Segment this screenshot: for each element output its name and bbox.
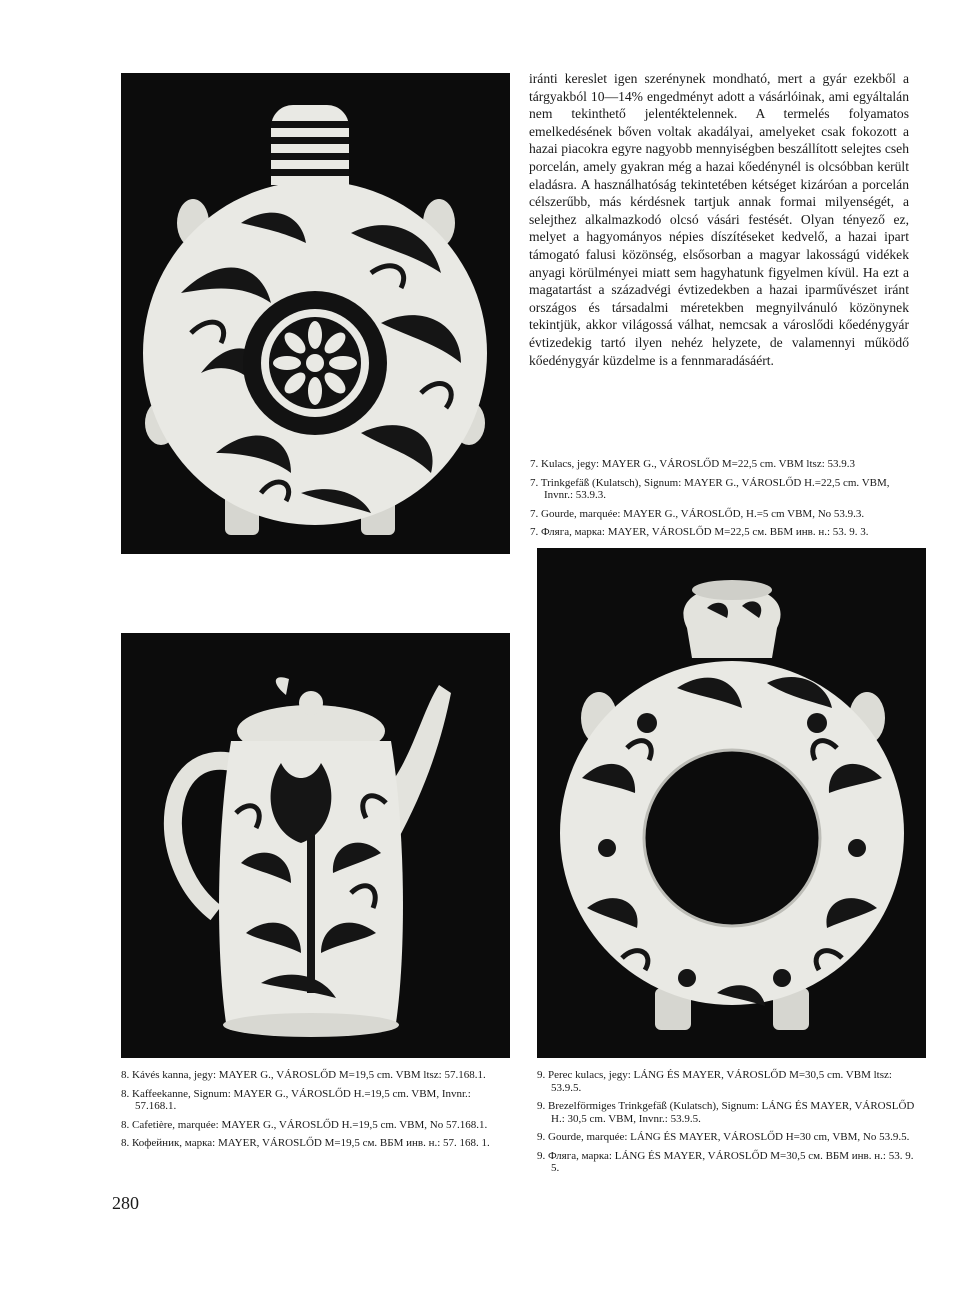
caption-russian: 9. Фляга, марка: LÁNG ÉS MAYER, VÁROSLŐD M=30,5 см. ВБМ инв. н.: 53. 9. 5. <box>537 1149 914 1174</box>
caption-hungarian: 7. Kulacs, jegy: MAYER G., VÁROSLŐD M=22,5 cm. VBM ltsz: 53.9.3 <box>530 458 856 470</box>
photo-flask-round <box>121 73 510 554</box>
figure-9-captions <box>537 1069 922 1181</box>
figure-8-captions <box>121 1069 506 1156</box>
caption-german: 7. Trinkgefäß (Kulatsch), Signum: MAYER G., VÁROSLŐD H.=22,5 cm. VBM, Invnr.: 53.9.3. <box>530 476 890 501</box>
caption-hungarian: 9. Perec kulacs, jegy: LÁNG ÉS MAYER, VÁROSLŐD M=30,5 cm. VBM ltsz: 53.9.5. <box>537 1069 892 1094</box>
photo-coffee-pot <box>121 633 510 1058</box>
caption-russian: 8. Кофейник, марка: MAYER, VÁROSLŐD M=19,5 см. ВБМ инв. н.: 57. 168. 1. <box>121 1137 490 1149</box>
caption-hungarian: 8. Kávés kanna, jegy: MAYER G., VÁROSLŐD M=19,5 cm. VBM ltsz: 57.168.1. <box>121 1069 486 1081</box>
page-number: 280 <box>112 1193 139 1213</box>
caption-french: 8. Cafetière, marquée: MAYER G., VÁROSLŐD H.=19,5 cm. VBM, No 57.168.1. <box>121 1118 488 1131</box>
figure-7-captions <box>530 458 910 545</box>
caption-french: 9. Gourde, marquée: LÁNG ÉS MAYER, VÁROSLŐD H=30 cm, VBM, No 53.9.5. <box>537 1131 910 1143</box>
body-text: iránti kereslet igen szerénynek mondható, mert a gyár ezekből a tárgyakból 10—14% engedményt adott a vásárlóinak, ami egyáltalán nem tekinthető jelentéktelennek. A termelés folyamatos emelkedésének bőven voltak akadályai, amelyeket csak fokozott a hazai piacokra egyre nagyobb mennyiségben beszállított selejtes cseh porcelán, amely gyakran még a hazai kőedénynél is olcsóbban került eladásra. A használhatóság tekintetében kétséget kizáróan a porcelán célszerűbb, más kérdésnek tartjuk annak formai milyenségét, a selejthez alkalmazkodó olcsó vásári festését. Olyan tényező ez, melyet a hagyományos népies díszítéseket kedvelő, a hazai ipart támogató falusi közönség, elsősorban a magyar lakosságú vidékek anyagi körülményei miatt sem hagyhatunk figyelmen kívül. Ha ezt a magatartást a századvégi évtizedekben a hazai iparművészet iránt országos és társadalmi méretekben megnyilvánuló közönynek tekintjük, akkor világossá válhat, nemcsak a városlődi kőedénygyár évtizedekig tartó ilyen nehéz helyzete, de valamennyi működő kőedénygyár küzdelme is a fennmaradásáért. <box>529 71 909 368</box>
caption-russian: 7. Фляга, марка: MAYER, VÁROSLŐD M=22,5 см. ВБМ инв. н.: 53. 9. 3. <box>530 526 869 538</box>
photo-ring-flask <box>537 548 926 1058</box>
caption-french: 7. Gourde, marquée: MAYER G., VÁROSLŐD, H.=5 cm VBM, No 53.9.3. <box>530 507 865 520</box>
caption-german: 9. Brezelförmiges Trinkgefäß (Kulatsch), Signum: LÁNG ÉS MAYER, VÁROSLŐD H.: 30,5 cm. VBM, Invnr.: 53.9.5. <box>537 1100 915 1125</box>
caption-german: 8. Kaffeekanne, Signum: MAYER G., VÁROSLŐD H.=19,5 cm. VBM, Invnr.: 57.168.1. <box>121 1087 471 1112</box>
